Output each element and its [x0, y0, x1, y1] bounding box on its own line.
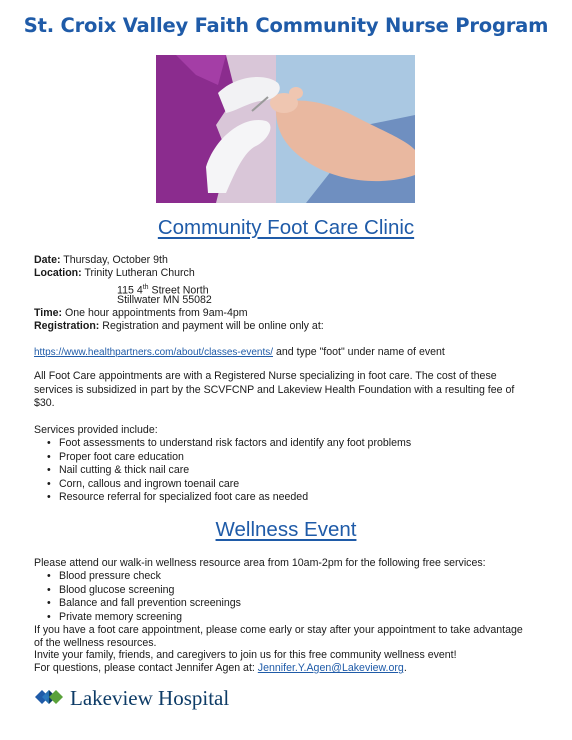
- date-label: Date:: [34, 254, 61, 266]
- lakeview-diamond-icon: [33, 684, 65, 710]
- location-line: [34, 267, 195, 280]
- lakeview-logo: [33, 684, 230, 710]
- clinic-heading: Community Foot Care Clinic: [157, 216, 415, 239]
- registration-value: Registration and payment will be online only at:: [99, 320, 324, 332]
- logo-text: Lakeview Hospital: [70, 686, 230, 710]
- list-item: • Corn, callous and ingrown toenail care: [34, 478, 411, 492]
- registration-suffix: and type "foot" under name of event: [273, 346, 445, 358]
- list-item: • Resource referral for specialized foot care as needed: [34, 491, 411, 505]
- address-line-1: 115 4th Street North: [117, 284, 209, 297]
- contact-email-link[interactable]: Jennifer.Y.Agen@Lakeview.org: [257, 662, 404, 674]
- address-line-2: Stillwater MN 55082: [117, 294, 212, 306]
- list-item: • Blood glucose screening: [34, 584, 241, 598]
- contact-line: For questions, please contact Jennifer Agen at: Jennifer.Y.Agen@Lakeview.org.: [34, 662, 407, 674]
- list-item: • Proper foot care education: [34, 451, 411, 465]
- wellness-heading: Wellness Event: [215, 518, 357, 541]
- list-item: • Balance and fall prevention screenings: [34, 597, 241, 611]
- registration-link-line: [34, 346, 445, 359]
- date-line: [34, 254, 168, 267]
- registration-line: [34, 320, 324, 333]
- contact-prefix: For questions, please contact Jennifer Agen at:: [34, 662, 258, 674]
- list-item: • Private memory screening: [34, 611, 241, 625]
- location-name: Trinity Lutheran Church: [84, 267, 195, 279]
- wellness-services-list: [34, 570, 241, 624]
- time-value: One hour appointments from 9am-4pm: [65, 307, 248, 319]
- page-title: St. Croix Valley Faith Community Nurse Program: [23, 14, 549, 37]
- wellness-invite: Invite your family, friends, and caregivers to join us for this free community wellness event!: [34, 649, 457, 661]
- time-label: Time:: [34, 307, 63, 319]
- wellness-intro: Please attend our walk-in wellness resource area from 10am-2pm for the following free services:: [34, 557, 486, 569]
- clinic-description: All Foot Care appointments are with a Registered Nurse specializing in foot care. The cost of these services is subsidized in part by the SCVFCNP and Lakeview Health Foundation with a resulting fee of $30.: [34, 370, 515, 409]
- wellness-note: If you have a foot care appointment, please come early or stay after your appointment to take advantage of the wellness resources.: [34, 624, 523, 649]
- registration-link[interactable]: https://www.healthpartners.com/about/classes-events/: [34, 347, 274, 358]
- location-label: Location:: [34, 267, 82, 279]
- list-item: • Blood pressure check: [34, 570, 241, 584]
- services-intro: Services provided include:: [34, 424, 158, 436]
- list-item: • Nail cutting & thick nail care: [34, 464, 411, 478]
- registration-label: Registration:: [34, 320, 100, 332]
- date-value: Thursday, October 9th: [63, 254, 168, 266]
- list-item: • Foot assessments to understand risk factors and identify any foot problems: [34, 437, 411, 451]
- clinic-services-list: [34, 437, 411, 505]
- foot-care-photo: [156, 55, 415, 203]
- time-line: [34, 307, 248, 320]
